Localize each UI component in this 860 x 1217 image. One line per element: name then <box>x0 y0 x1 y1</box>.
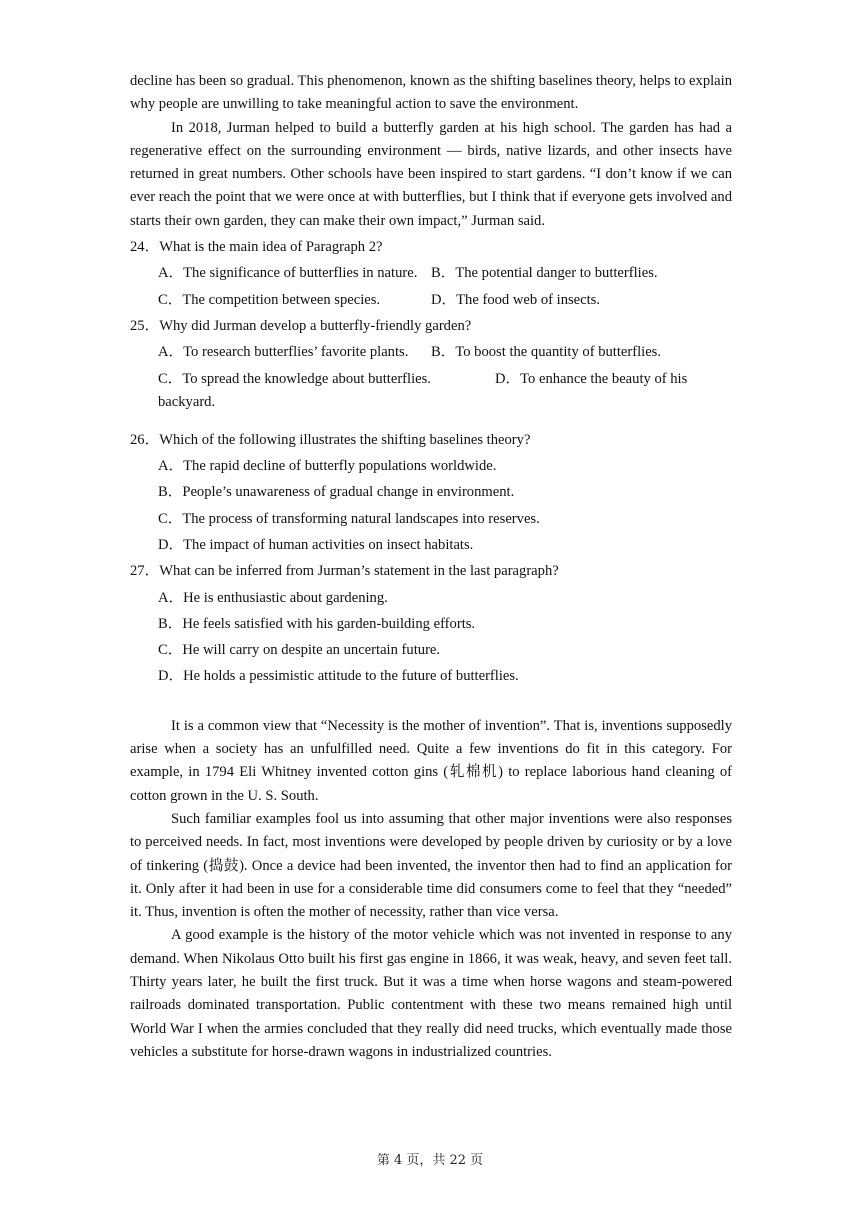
page-footer: 第 4 页，共 22 页 <box>376 1153 484 1168</box>
option-row <box>158 289 732 312</box>
passage1-continued-paragraph: decline has been so gradual. This phenomenon, known as the shifting baselines theory, helps to explain why people are unwilling to take meaningful action to save the environment. <box>130 73 732 113</box>
option-c: C．He will carry on despite an uncertain future. <box>158 642 441 659</box>
question-stem: 24．What is the main idea of Paragraph 2? <box>130 239 383 256</box>
option-d: D．The food web of insects. <box>431 291 601 308</box>
question-25 <box>130 315 732 414</box>
option-a: A．He is enthusiastic about gardening. <box>158 589 388 606</box>
passage2-paragraph-1: It is a common view that “Necessity is the mother of invention”. That is, inventions supposedly arise when a society has an unfulfilled need. Quite a few inventions do fit in this category. For example, in 1794 Eli Whitney invented cotton gins (轧棉机) to replace laborious hand cleaning of cotton grown in the U. S. South. <box>130 717 732 804</box>
option-c: C．The process of transforming natural landscapes into reserves. <box>158 510 540 527</box>
option-c: C．To spread the knowledge about butterflies. <box>158 370 431 387</box>
option-a: A．The significance of butterflies in nature. <box>158 265 418 282</box>
option-row <box>158 341 732 364</box>
option-a: A．The rapid decline of butterfly populations worldwide. <box>158 458 497 475</box>
passage1-last-paragraph: In 2018, Jurman helped to build a butterfly garden at his high school. The garden has had a regenerative effect on the surrounding environment — birds, native lizards, and other insects have returned in great numbers. Other schools have been inspired to start gardens. “I don’t know if we can ever reach the point that we were once at with butterflies, but I think that if everyone gets involved and starts their own garden, they can make their own impact,” Jurman said. <box>130 119 732 229</box>
question-27 <box>130 560 732 688</box>
option-b: B．People’s unawareness of gradual change in environment. <box>158 484 515 501</box>
option-b: B．He feels satisfied with his garden-building efforts. <box>158 615 476 632</box>
passage2-paragraph-3: A good example is the history of the motor vehicle which was not invented in response to any demand. When Nikolaus Otto built his first gas engine in 1866, it was weak, heavy, and seven feet tall. Thirty years later, he built the first truck. But it was a time when horse wagons and steam-powered railroads dominated transportation. Public contentment with these two means remained high until World War I when the armies concluded that they really did need trucks, which eventually made those vehicles a substitute for horse-drawn wagons in industrialized countries. <box>130 927 732 1060</box>
question-stem: 25．Why did Jurman develop a butterfly-friendly garden? <box>130 317 472 334</box>
option-d: D．To enhance the beauty of his <box>495 370 688 387</box>
option-b: B．To boost the quantity of butterflies. <box>431 344 662 361</box>
question-24 <box>130 236 732 312</box>
section-gap <box>130 689 732 715</box>
question-stem: 27．What can be inferred from Jurman’s statement in the last paragraph? <box>130 563 559 580</box>
option-d-continued: backyard. <box>158 393 216 410</box>
option-d: D．He holds a pessimistic attitude to the future of butterflies. <box>158 668 519 685</box>
passage2-paragraph-2: Such familiar examples fool us into assuming that other major inventions were also responses to perceived needs. In fact, most inventions were developed by people driven by curiosity or by a love of tinkering (捣鼓). Once a device had been invented, the inventor then had to find an application for it. Only after it had been in use for a considerable time did consumers come to feel that they “needed” it. Thus, invention is often the mother of necessity, rather than vice versa. <box>130 810 732 921</box>
option-b: B．The potential danger to butterflies. <box>431 265 658 282</box>
option-d: D．The impact of human activities on insect habitats. <box>158 536 474 553</box>
option-row <box>158 262 732 285</box>
option-c: C．The competition between species. <box>158 291 381 308</box>
document-page <box>130 70 732 1064</box>
question-stem: 26．Which of the following illustrates the shifting baselines theory? <box>130 431 531 448</box>
option-a: A．To research butterflies’ favorite plants. <box>158 344 409 361</box>
option-row <box>158 368 732 391</box>
question-26 <box>130 429 732 557</box>
